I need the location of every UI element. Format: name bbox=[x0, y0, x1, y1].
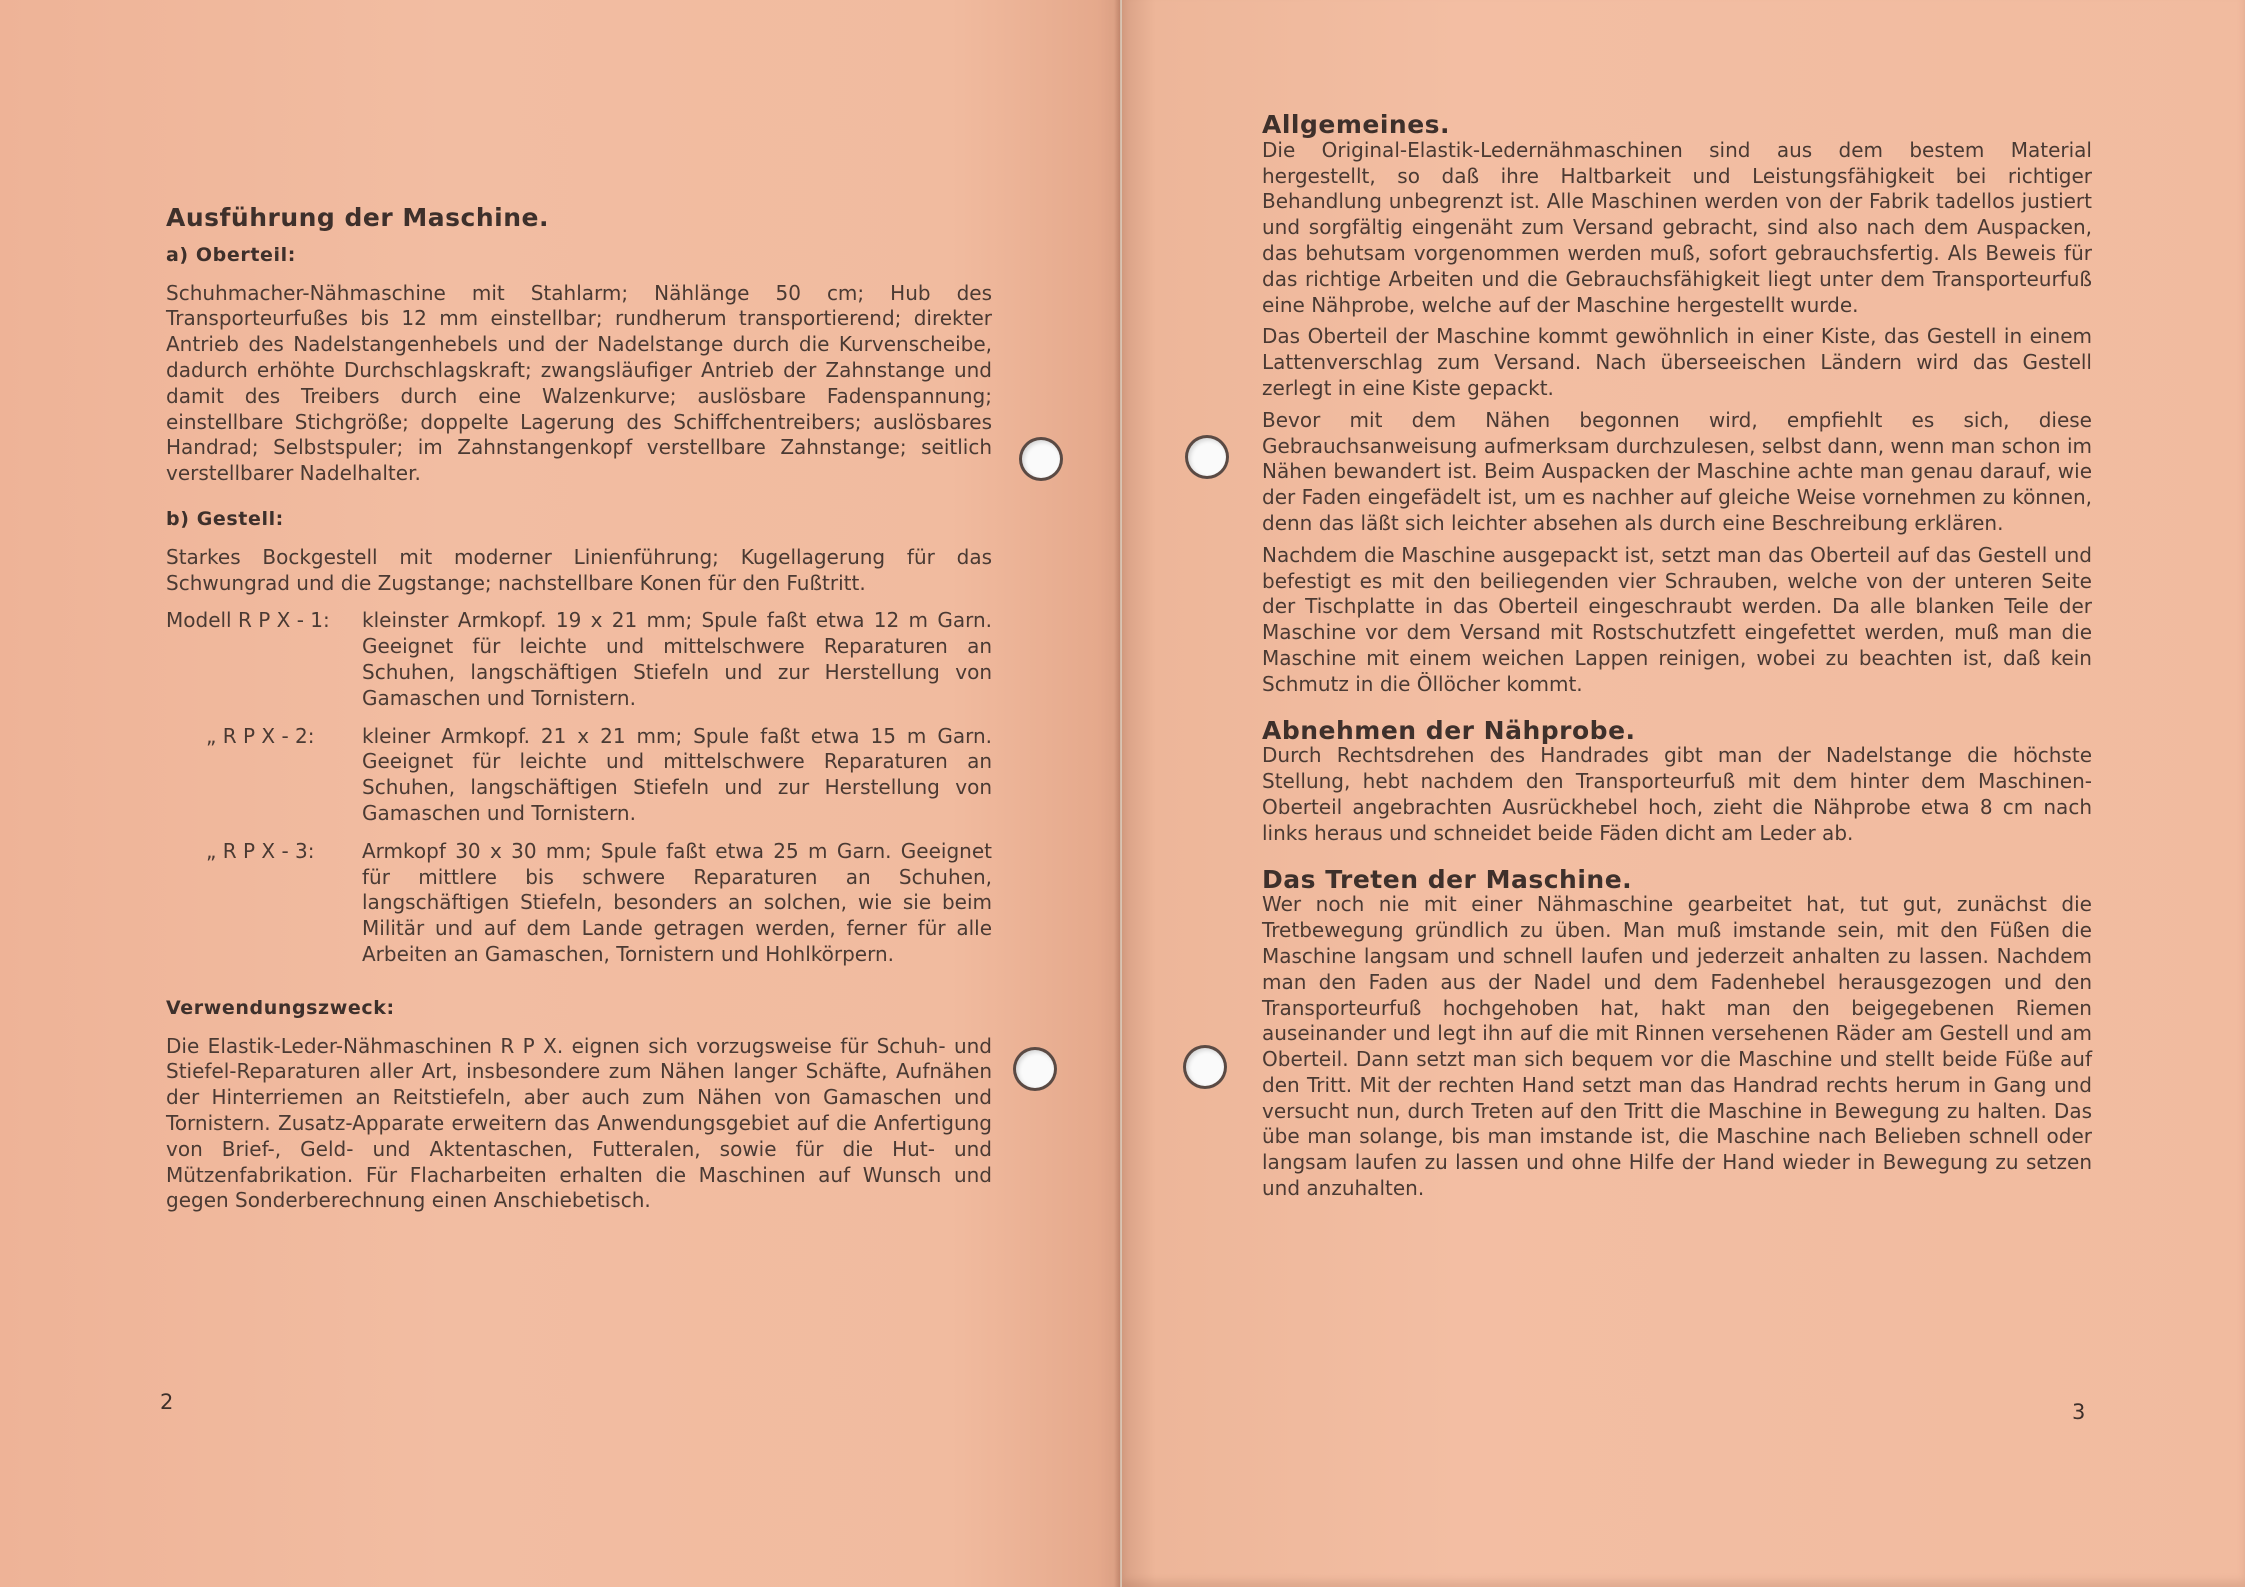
paragraph-allgemeines-4: Nachdem die Maschine ausgepackt ist, setzt man das Oberteil auf das Gestell und befestigt es mit den beiliegenden vier Schrauben, welche von der unteren Seite der Tischplatte in das Oberteil eingeschraubt werden. Da alle blanken Teile der Maschine vor dem Versand mit Rostschutzfett eingefettet werden, muß man die Maschine mit einem weichen Lappen reinigen, wobei zu beachten ist, daß kein Schmutz in die Öllöcher kommt. bbox=[1262, 542, 2092, 696]
right-page-content bbox=[1262, 112, 2092, 1202]
model-label: Modell R P X - 1: bbox=[166, 608, 330, 633]
section-title-treten: Das Treten der Maschine. bbox=[1262, 864, 1633, 894]
section-title-allgemeines: Allgemeines. bbox=[1262, 110, 1451, 139]
subheading-gestell: b) Gestell: bbox=[166, 507, 284, 530]
model-label: „ R P X - 2: bbox=[206, 723, 315, 748]
binder-hole-icon bbox=[1186, 1048, 1224, 1086]
model-description: kleiner Armkopf. 21 x 21 mm; Spule faßt etwa 15 m Garn. Geeignet für leichte und mittelschwere Reparaturen an Schuhen, langschäftigen Stiefeln und zur Herstellung von Gamaschen und Tornistern. bbox=[362, 723, 992, 825]
section-title-ausfuehrung: Ausführung der Maschine. bbox=[166, 203, 549, 232]
subheading-verwendungszweck: Verwendungszweck: bbox=[166, 996, 395, 1019]
model-description: kleinster Armkopf. 19 x 21 mm; Spule faßt etwa 12 m Garn. Geeignet für leichte und mittelschwere Reparaturen an Schuhen, langschäftigen Stiefeln und zur Herstellung von Gamaschen und Tornistern. bbox=[362, 608, 992, 710]
page-number: 3 bbox=[2072, 1400, 2086, 1424]
model-entry-rpx1 bbox=[166, 608, 992, 711]
paragraph-verwendungszweck: Die Elastik-Leder-Nähmaschinen R P X. eignen sich vorzugsweise für Schuh- und Stiefel-Reparaturen aller Art, insbesondere zum Nähen langer Schäfte, Aufnähen der Hinterriemen an Reitstiefeln, aber auch zum Nähen von Gamaschen und Tornistern. Zusatz-Apparate erweitern das Anwendungsgebiet auf die Anfertigung von Brief-, Geld- und Aktentaschen, Futteralen, sowie für die Hut- und Mützenfabrikation. Für Flacharbeiten erhalten die Maschinen auf Wunsch und gegen Sonderberechnung einen Anschiebetisch. bbox=[166, 1033, 992, 1213]
paragraph-oberteil: Schuhmacher-Nähmaschine mit Stahlarm; Nählänge 50 cm; Hub des Transporteurfußes bis 12 mm einstellbar; rundherum transportierend; direkter Antrieb des Nadelstangenhebels und der Nadelstange durch die Kurvenscheibe, dadurch erhöhte Durchschlagskraft; zwangsläufiger Antrieb der Zahnstange und damit des Treibers durch eine Walzenkurve; auslösbare Fadenspannung; einstellbare Stichgröße; doppelte Lagerung des Schiffchentreibers; auslösbares Handrad; Selbstspuler; im Zahnstangenkopf verstellbare Zahnstange; seitlich verstellbarer Nadelhalter. bbox=[166, 280, 992, 486]
paragraph-naehprobe: Durch Rechtsdrehen des Handrades gibt man der Nadelstange die höchste Stellung, hebt nachdem den Transporteurfuß mit dem hinter dem Maschinen-Oberteil angebrachten Ausrückhebel hoch, zieht die Nähprobe etwa 8 cm nach links heraus und schneidet beide Fäden dicht am Leder ab. bbox=[1262, 743, 2092, 845]
paragraph-allgemeines-3: Bevor mit dem Nähen begonnen wird, empfiehlt es sich, diese Gebrauchsanweisung aufmerksam durchzulesen, selbst dann, wenn man schon im Nähen bewandert ist. Beim Auspacken der Maschine achte man genau darauf, wie der Faden eingefädelt ist, um es nachher auf gleiche Weise vornehmen zu können, denn das läßt sich leichter absehen als durch eine Beschreibung erklären. bbox=[1262, 407, 2092, 535]
model-description: Armkopf 30 x 30 mm; Spule faßt etwa 25 m Garn. Geeignet für mittlere bis schwere Reparaturen an Schuhen, langschäftigen Stiefeln, besonders an solchen, wie sie beim Militär und auf dem Lande getragen werden, ferner für alle Arbeiten an Gamaschen, Tornistern und Hohlkörpern. bbox=[362, 838, 992, 966]
paragraph-allgemeines-1: Die Original-Elastik-Ledernähmaschinen sind aus dem bestem Material hergestellt, so daß ihre Haltbarkeit und Leistungsfähigkeit bei richtiger Behandlung unbegrenzt ist. Alle Maschinen werden von der Fabrik tadellos justiert und sorgfältig eingenäht zum Versand gebracht, sind also nach dem Auspacken, das behutsam vorgenommen werden muß, sofort gebrauchsfertig. Als Beweis für das richtige Arbeiten und die Gebrauchsfähigkeit liegt unter dem Transporteurfuß eine Nähprobe, welche auf der Maschine hergestellt wurde. bbox=[1262, 137, 2092, 317]
subheading-oberteil: a) Oberteil: bbox=[166, 243, 296, 266]
page-number: 2 bbox=[160, 1390, 174, 1414]
binder-hole-icon bbox=[1016, 1050, 1054, 1088]
binder-hole-icon bbox=[1022, 440, 1060, 478]
section-title-naehprobe: Abnehmen der Nähprobe. bbox=[1262, 715, 1636, 745]
left-page-content bbox=[166, 205, 992, 1214]
model-entry-rpx2 bbox=[166, 724, 992, 827]
left-page bbox=[0, 0, 1120, 1587]
paragraph-gestell: Starkes Bockgestell mit moderner Linienführung; Kugellagerung für das Schwungrad und die Zugstange; nachstellbare Konen für den Fußtritt. bbox=[166, 544, 992, 595]
paragraph-treten: Wer noch nie mit einer Nähmaschine gearbeitet hat, tut gut, zunächst die Tretbewegung gründlich zu üben. Man muß imstande sein, mit den Füßen die Maschine langsam und schnell laufen und jederzeit anhalten zu lassen. Nachdem man den Faden aus der Nadel und dem Fadenhebel herausgezogen und den Transporteurfuß hochgehoben hat, hakt man den beigegebenen Riemen auseinander und legt ihn auf die mit Rinnen versehenen Räder am Gestell und am Oberteil. Dann setzt man sich bequem vor die Maschine und stellt beide Füße auf den Tritt. Mit der rechten Hand setzt man das Handrad rechts herum in Gang und versucht nun, durch Treten auf den Tritt die Maschine in Bewegung zu halten. Das übe man solange, bis man imstande ist, die Maschine nach Belieben schnell oder langsam laufen zu lassen und ohne Hilfe der Hand wieder in Bewegung zu setzen und anzuhalten. bbox=[1262, 892, 2092, 1201]
model-label: „ R P X - 3: bbox=[206, 838, 315, 863]
model-entry-rpx3 bbox=[166, 839, 992, 968]
paragraph-allgemeines-2: Das Oberteil der Maschine kommt gewöhnlich in einer Kiste, das Gestell in einem Lattenverschlag zum Versand. Nach überseeischen Ländern wird das Gestell zerlegt in eine Kiste gepackt. bbox=[1262, 324, 2092, 400]
binder-hole-icon bbox=[1188, 438, 1226, 476]
